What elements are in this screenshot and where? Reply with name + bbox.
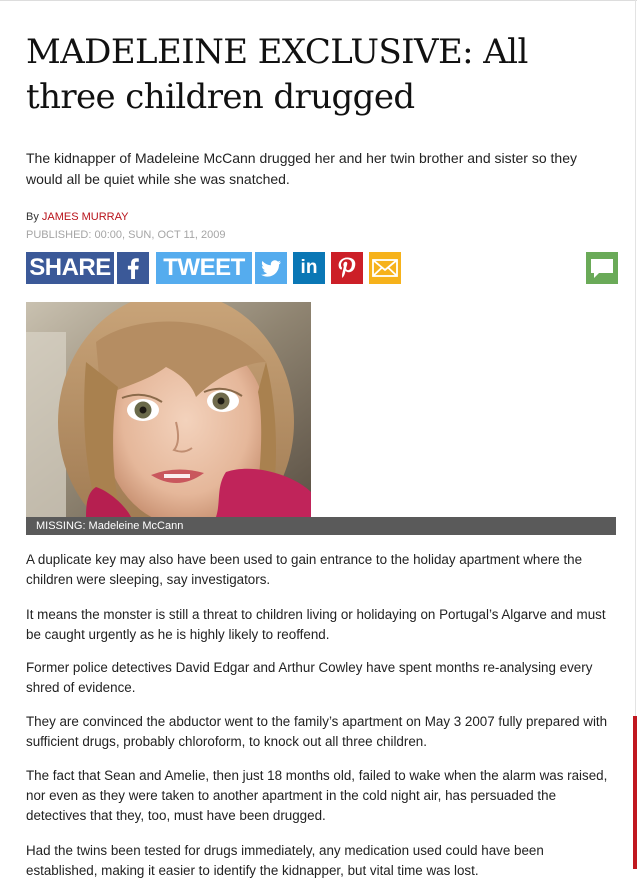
photo-caption: MISSING: Madeleine McCann: [26, 517, 616, 535]
body-paragraph: A duplicate key may also have been used to gain entrance to the holiday apartment where the children were sleeping, say investigators.: [26, 552, 583, 587]
comment-icon[interactable]: [586, 252, 618, 284]
byline-prefix: By: [26, 211, 42, 223]
facebook-icon[interactable]: [117, 252, 149, 284]
body-paragraph: Former police detectives David Edgar and Arthur Cowley have spent months re-analysing every shred of evidence.: [26, 660, 593, 695]
pinterest-icon[interactable]: [331, 252, 363, 284]
article-headline: MADELEINE EXCLUSIVE: All three children drugged: [26, 32, 528, 117]
published-date: PUBLISHED: 00:00, SUN, OCT 11, 2009: [26, 229, 226, 241]
twitter-icon[interactable]: [255, 252, 287, 284]
body-paragraph: They are convinced the abductor went to the family’s apartment on May 3 2007 fully prepared with sufficient drugs, probably chloroform, to knock out all three children.: [26, 714, 608, 749]
author-link[interactable]: JAMES MURRAY: [41, 211, 129, 223]
body-paragraph: The fact that Sean and Amelie, then just 18 months old, failed to wake when the alarm was raised, nor even as they were taken to another apartment in the cold night air, has persuaded the detectives that they, too, must have been drugged.: [26, 768, 608, 823]
share-bar: [26, 252, 618, 284]
photo-madeleine-mccann: [26, 302, 311, 517]
email-icon[interactable]: [369, 252, 401, 284]
body-paragraph: Had the twins been tested for drugs immediately, any medication used could have been established, making it easier to identify the kidnapper, but vital time was lost.: [26, 843, 544, 878]
linkedin-icon[interactable]: in: [293, 252, 325, 284]
page-border: [0, 0, 637, 1]
body-paragraph: It means the monster is still a threat to children living or holidaying on Portugal’s Algarve and must be caught urgently as he is highly likely to reoffend.: [26, 607, 606, 642]
share-label: SHARE: [26, 252, 114, 284]
tweet-label[interactable]: TWEET: [156, 252, 252, 284]
article-figure: [26, 302, 616, 535]
byline: [26, 209, 129, 225]
article-standfirst: The kidnapper of Madeleine McCann drugged her and her twin brother and sister so they would all be quiet while she was snatched.: [26, 150, 577, 187]
side-accent-bar: [633, 716, 637, 869]
